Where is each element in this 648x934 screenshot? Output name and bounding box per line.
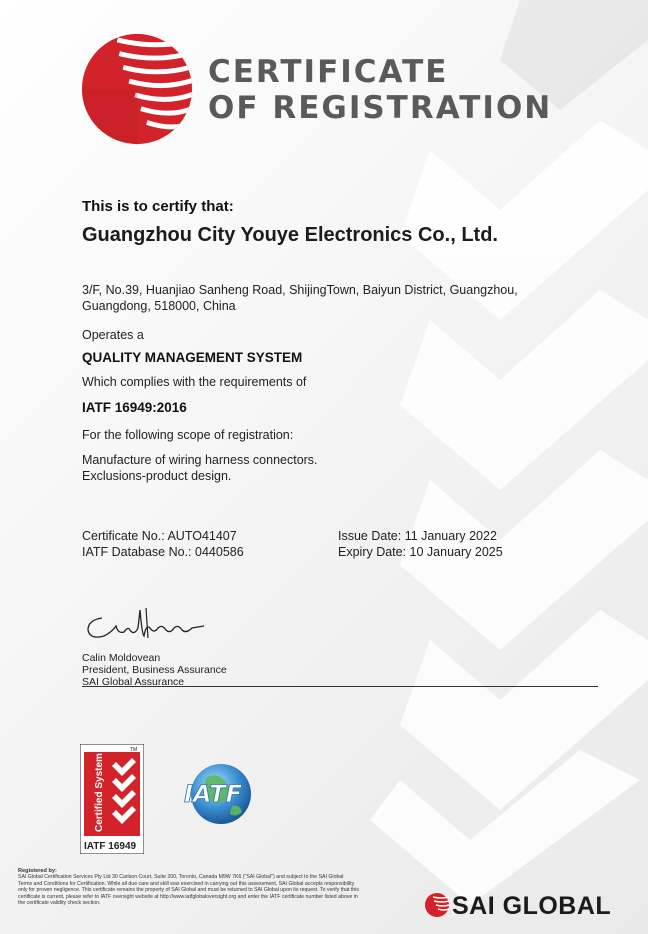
signatory-title: President, Business Assurance bbox=[82, 664, 227, 676]
certificate-numbers bbox=[82, 528, 244, 560]
operates-text: Operates a bbox=[82, 328, 144, 342]
iatf-globe-logo bbox=[176, 758, 266, 828]
sai-logo-icon bbox=[78, 30, 196, 148]
badge-text: Certified System bbox=[94, 753, 105, 832]
iatf-logo-text: IATF bbox=[184, 780, 242, 808]
badge-standard: IATF 16949 bbox=[84, 841, 137, 852]
scope-line-1: Manufacture of wiring harness connectors. bbox=[82, 453, 318, 467]
signatory-name: Calin Moldovean bbox=[82, 652, 161, 664]
title-line-1: CERTIFICATE bbox=[208, 54, 449, 90]
address-line-2: Guangdong, 518000, China bbox=[82, 299, 236, 313]
company-address bbox=[82, 282, 552, 314]
system-name: QUALITY MANAGEMENT SYSTEM bbox=[82, 350, 303, 365]
certified-system-badge bbox=[80, 744, 144, 854]
footer-line-5: the certificate validity check section. bbox=[18, 900, 101, 907]
expiry-date: Expiry Date: 10 January 2025 bbox=[338, 545, 503, 559]
footer-line-3: only for proven negligence. This certificate remains the property of SAI Global and must be returned to SAI Global upon its request. To verify that this bbox=[18, 887, 359, 894]
certificate-title bbox=[208, 54, 552, 126]
scope-label: For the following scope of registration: bbox=[82, 428, 294, 442]
issue-date: Issue Date: 11 January 2022 bbox=[338, 529, 497, 543]
footer-line-4: certificate is current, please refer to IATF oversight website at http://www.iatfglobaloversight.org and enter the IATF certificate number listed above in bbox=[18, 893, 358, 900]
footer-line-1: SAI Global Certification Services Pty Ltd 30 Carlson Court, Suite 200, Toronto, Canada M9W 7K6 ("SAI Global") and subject to the SAI Global bbox=[18, 874, 344, 881]
title-line-2: OF REGISTRATION bbox=[208, 90, 553, 126]
footer-legal-text bbox=[18, 868, 418, 906]
certificate-number: Certificate No.: AUTO41407 bbox=[82, 529, 237, 543]
certify-text: This is to certify that: bbox=[82, 198, 234, 215]
badge-tm: TM bbox=[130, 747, 138, 753]
standard-name: IATF 16949:2016 bbox=[82, 400, 187, 415]
signatory-block bbox=[82, 652, 227, 688]
sai-global-footer-icon bbox=[424, 890, 450, 920]
scope-line-2: Exclusions-product design. bbox=[82, 469, 232, 483]
certificate-dates bbox=[338, 528, 503, 560]
address-line-1: 3/F, No.39, Huanjiao Sanheng Road, ShijingTown, Baiyun District, Guangzhou, bbox=[82, 283, 518, 297]
signature-divider bbox=[82, 686, 598, 687]
complies-text: Which complies with the requirements of bbox=[82, 375, 307, 389]
iatf-database-number: IATF Database No.: 0440586 bbox=[82, 545, 244, 559]
footer-line-2: Terms and Conditions for Certification. While all due care and skill was exercised in carrying out this assessment, SAI Global accepts responsibility bbox=[18, 880, 355, 887]
company-name: Guangzhou City Youye Electronics Co., Ltd. bbox=[82, 224, 498, 246]
sai-global-brand: SAI GLOBAL bbox=[452, 892, 612, 920]
scope-text bbox=[82, 452, 318, 484]
footer-heading: Registered by: bbox=[18, 868, 57, 874]
signature-image bbox=[82, 604, 212, 644]
signatory-org: SAI Global Assurance bbox=[82, 676, 185, 688]
